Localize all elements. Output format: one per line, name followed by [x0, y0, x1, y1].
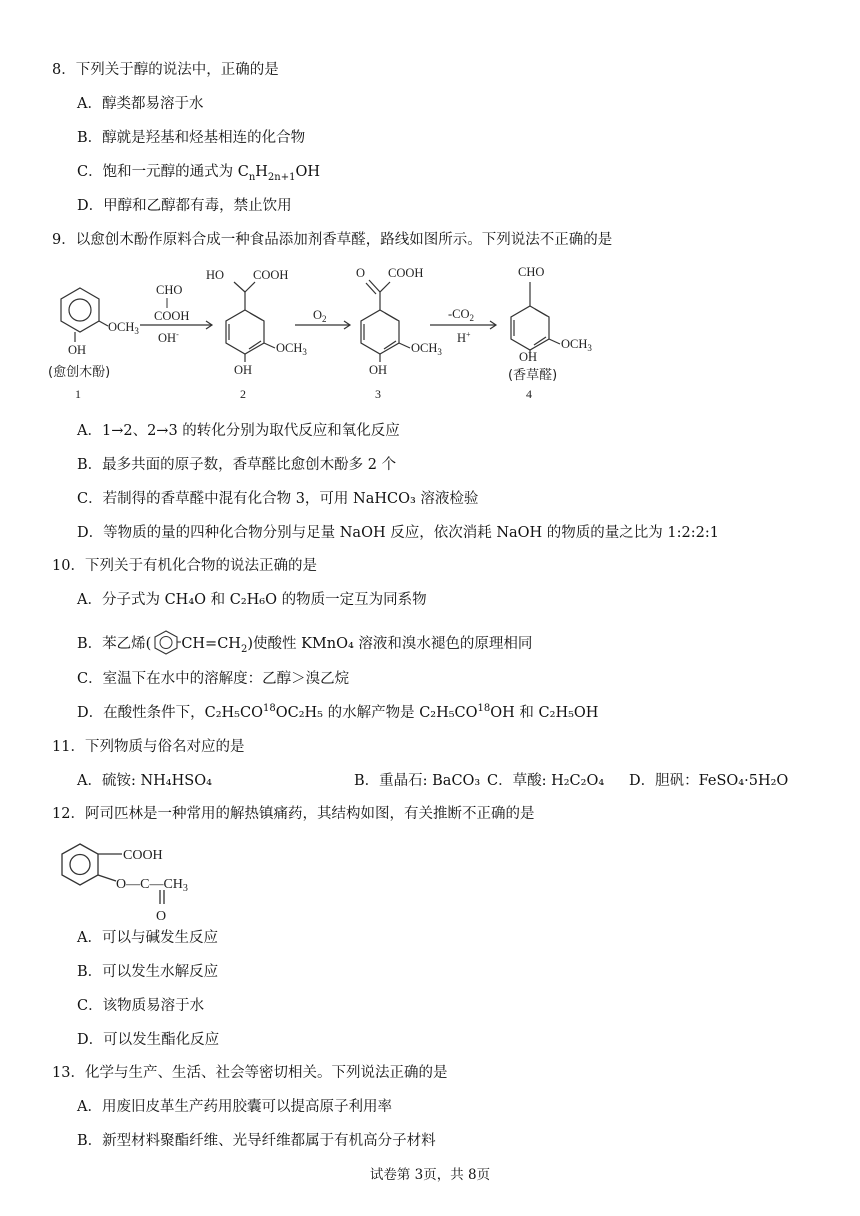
c4-cho-label: CHO	[518, 265, 545, 279]
q8-option-c: C．饱和一元醇的通式为 $C_nH_{2n+1}OH$	[77, 164, 321, 183]
reagent3-h: H+	[457, 330, 471, 345]
q12-option-b: B．可以发生水解反应	[77, 964, 219, 980]
c2-oh-label: OH	[234, 363, 253, 377]
c1-oh-label: OH	[68, 343, 87, 357]
c2-ho-label: HO	[206, 268, 225, 282]
c2-number: 2	[240, 387, 246, 401]
aspirin-carbonyl-o: O	[156, 909, 167, 924]
q9-reaction-scheme	[0, 258, 860, 408]
q13-option-b: B．新型材料聚酯纤维、光导纤维都属于有机高分子材料	[77, 1133, 436, 1149]
c3-number: 3	[375, 387, 381, 401]
c1-och3-label: $OCH_3$	[108, 320, 139, 336]
c3-o-label: O	[356, 266, 366, 280]
q13-option-a: A．用废旧皮革生产药用胶囊可以提高原子利用率	[77, 1099, 392, 1115]
q10-option-a: A．分子式为 CH₄O 和 C₂H₆O 的物质一定互为同系物	[77, 592, 427, 608]
q9-option-c: C．若制得的香草醛中混有化合物 3，可用 NaHCO₃ 溶液检验	[77, 491, 479, 507]
c4-number: 4	[526, 387, 532, 401]
q11-option-a: A．硫铵: NH₄HSO₄	[77, 773, 212, 789]
q12-option-c: C．该物质易溶于水	[77, 998, 205, 1014]
q9-option-b: B．最多共面的原子数，香草醛比愈创木酚多 2 个	[77, 457, 397, 473]
q12-option-a: A．可以与碱发生反应	[77, 930, 218, 946]
aspirin-structure	[50, 838, 240, 924]
c2-och3-label: $OCH_3$	[276, 341, 307, 357]
c3-och3-label: $OCH_3$	[411, 341, 442, 357]
q9-option-a: A．1→2、2→3 的转化分别为取代反应和氧化反应	[77, 423, 400, 439]
reagent1-cho: CHO	[156, 283, 183, 297]
q11-option-c: C．草酸: H₂C₂O₄	[487, 773, 605, 789]
c3-oh-label: OH	[369, 363, 388, 377]
q9-stem: 9．以愈创木酚作原料合成一种食品添加剂香草醛，路线如图所示。下列说法不正确的是	[52, 232, 613, 248]
c4-och3-label: $OCH_3$	[561, 337, 592, 353]
reagent2-o2: $O_2$	[313, 308, 327, 324]
benzene-ring-icon	[151, 629, 181, 655]
aspirin-ester-label: $O—C—CH_3$	[116, 877, 188, 894]
q10-option-d: D．在酸性条件下，C₂H₅CO$^{18}$OC₂H₅ 的水解产物是 C₂H₅CO$^{18}$OH 和 C₂H₅OH	[77, 703, 599, 721]
q13-stem: 13．化学与生产、生活、社会等密切相关。下列说法正确的是	[52, 1065, 448, 1081]
aspirin-cooh-label: COOH	[123, 848, 163, 863]
q11-option-d: D．胆矾：FeSO₄·5H₂O	[629, 773, 789, 789]
c1-name: (愈创木酚)	[48, 365, 111, 380]
q11-option-b: B．重晶石: BaCO₃	[354, 773, 481, 789]
q10-stem: 10．下列关于有机化合物的说法正确的是	[52, 558, 317, 574]
q12-option-d: D．可以发生酯化反应	[77, 1032, 220, 1048]
c4-oh-label: OH	[519, 350, 538, 364]
q10-option-c: C．室温下在水中的溶解度：乙醇＞溴乙烷	[77, 671, 350, 687]
q8-option-b: B．醇就是羟基和烃基相连的化合物	[77, 130, 306, 146]
c1-number: 1	[75, 387, 81, 401]
q8-option-a: A．醇类都易溶于水	[77, 96, 204, 112]
reagent3-co2: $-CO_2$	[448, 307, 475, 323]
c2-cooh-label: COOH	[253, 268, 289, 282]
q8-option-d: D．甲醇和乙醇都有毒，禁止饮用	[77, 198, 292, 214]
q8-stem: 8．下列关于醇的说法中，正确的是	[52, 62, 279, 78]
q11-stem: 11．下列物质与俗名对应的是	[52, 739, 245, 755]
c3-cooh-label: COOH	[388, 266, 424, 280]
q9-option-d: D．等物质的量的四种化合物分别与足量 NaOH 反应，依次消耗 NaOH 的物质的量之比为 1:2:2:1	[77, 525, 719, 541]
reagent1-cooh: COOH	[154, 309, 190, 323]
page-footer: 试卷第 3页，共 8页	[369, 1167, 491, 1183]
q10-option-b: B．苯乙烯( $CH=CH_2$)使酸性 KMnO₄ 溶液和溴水褪色的原理相同	[77, 629, 532, 655]
q12-stem: 12．阿司匹林是一种常用的解热镇痛药，其结构如图，有关推断不正确的是	[52, 806, 535, 822]
c4-name: (香草醛)	[508, 368, 558, 383]
reagent1-oh: OH-	[158, 330, 179, 345]
